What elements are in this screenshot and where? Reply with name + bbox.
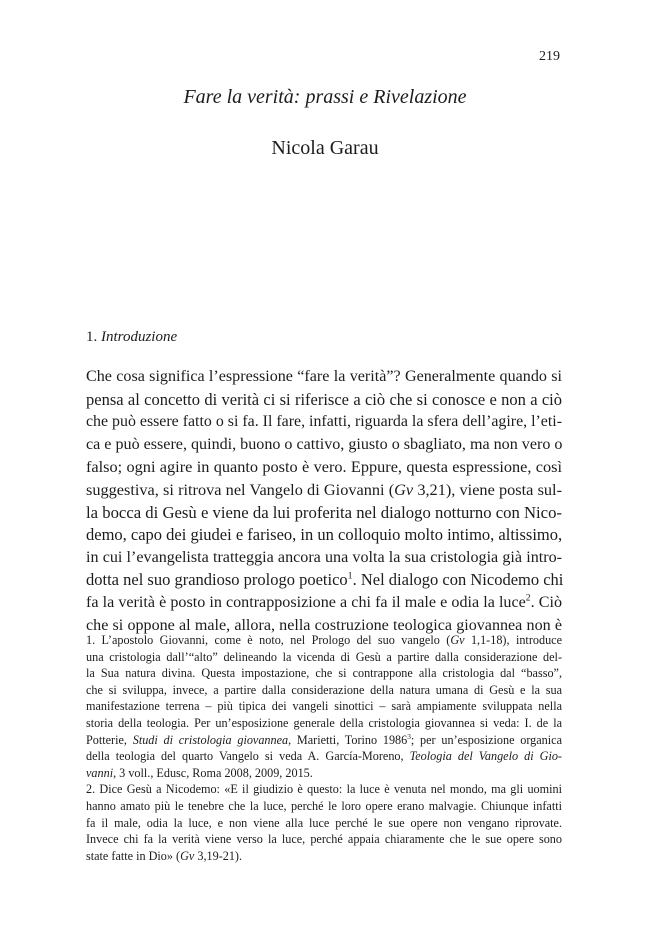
footnote-line: storia della teologia. Per un’esposizione generale della cristologia giovannea si veda: I. de la (86, 715, 562, 730)
body-line: che si oppone al male, allora, nella costruzione teologica giovannea non è (86, 616, 562, 634)
body-line: fa la verità è posto in contrapposizione a chi fa il male e odia la luce$^2$. Ciò (86, 592, 562, 611)
footnote-line: 2. Dice Gesù a Nicodemo: «E il giudizio è questo: la luce è venuta nel mondo, ma gli uomini (86, 782, 562, 797)
footnote-line: fa il male, odia la luce, e non viene alla luce perché le sue opere non vengano riprovate. (86, 815, 562, 830)
footnote-line: la Sua natura divina. Questa impostazione, che si contrappone alla cristologia dal “basso”, (86, 666, 562, 681)
footnote-line: Potterie, Studi di cristologia giovannea, Marietti, Torino 1986$^3$; per un’esposizione organica (86, 731, 562, 747)
footnote-line: vanni, 3 voll., Edusc, Roma 2008, 2009, 2015. (86, 765, 313, 780)
section-number: 1. (86, 329, 98, 345)
footnote-ref: 1 (347, 570, 353, 582)
footnote-line: Invece chi fa la verità viene verso la luce, perché appaia chiaramente che le sue opere sono (86, 832, 562, 847)
body-line: in cui l’evangelista tratteggia ancora una volta la sua cristologia già intro- (86, 548, 562, 566)
footnote-ref: 2 (525, 592, 531, 604)
footnotes (86, 632, 562, 864)
article-author: Nicola Garau (271, 137, 379, 159)
body-line: Che cosa significa l’espressione “fare la verità”? Generalmente quando si (86, 368, 562, 385)
footnote-line: della teologia del quarto Vangelo si veda A. García-Moreno, Teologia del Vangelo di Gio- (86, 749, 562, 764)
page-number: 219 (539, 49, 560, 64)
body-line: dotta nel suo grandioso prologo poetico$^1$. Nel dialogo con Nicodemo chi (86, 570, 564, 590)
article-title: Fare la verità: prassi e Rivelazione (183, 86, 467, 108)
footnote-line: state fatte in Dio» (Gv 3,19-21). (86, 848, 243, 863)
body-line: suggestiva, si ritrova nel Vangelo di Giovanni (Gv 3,21), viene posta sul- (86, 479, 563, 499)
footnote-line: che si sviluppa, invece, a partire dalla considerazione della natura umana di Gesù e la sua (86, 682, 562, 697)
footnote-line: hanno amato più le tenebre che la luce, perché le loro opere erano malvagie. Chiunque infatti (86, 798, 562, 813)
section-heading (86, 329, 177, 346)
body-line: che può essere fatto o si fa. Il fare, infatti, riguarda la sfera dell’agire, l’eti- (86, 413, 562, 431)
body-line: la bocca di Gesù e viene da lui proferita nel dialogo notturno con Nico- (86, 502, 562, 522)
footnote-line: una cristologia dall’“alto” delineando la vicenda di Gesù a partire dalla considerazione del- (86, 649, 562, 664)
footnote-line: 1. L’apostolo Giovanni, come è noto, nel Prologo del suo vangelo (Gv 1,1-18), introduce (86, 633, 562, 647)
section-name: Introduzione (101, 329, 178, 345)
body-line: ca e può essere, quindi, buono o cattivo, giusto o sbagliato, ma non vero o (86, 435, 563, 453)
body-text (86, 366, 562, 637)
body-line: demo, capo dei giudei e fariseo, in un colloquio molto intimo, altissimo, (86, 525, 563, 545)
body-line: falso; ogni agire in quanto posto è vero. Eppure, questa espressione, così (86, 457, 562, 477)
footnote-line: manifestazione terrena – più tipica dei vangeli sinottici – sarà ampiamente sviluppata nella (86, 699, 562, 714)
body-line: pensa al concetto di verità ci si riferisce a ciò che si conosce e non a ciò (86, 389, 562, 409)
